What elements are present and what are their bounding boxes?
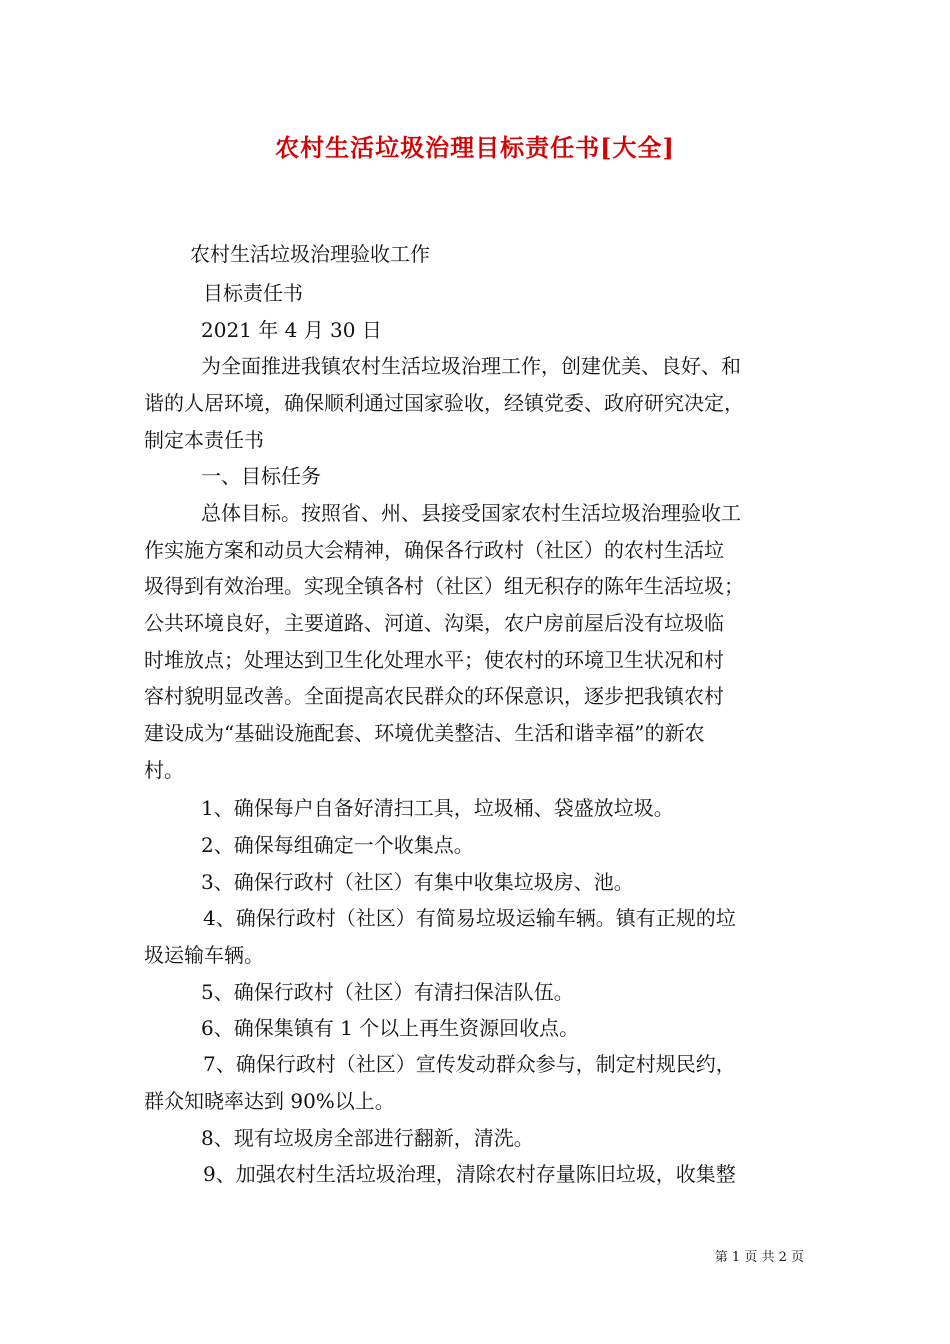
text-line: 作实施方案和动员大会精神，确保各行政村（社区）的农村生活垃 <box>144 538 724 562</box>
text-line: 时堆放点；处理达到卫生化处理水平；使农村的环境卫生状况和村 <box>144 648 724 672</box>
list-item: 9、加强农村生活垃圾治理，清除农村存量陈旧垃圾，收集整 <box>203 1162 736 1186</box>
text-line: 圾得到有效治理。实现全镇各村（社区）组无积存的陈年生活垃圾； <box>144 574 744 598</box>
document-title: 农村生活垃圾治理目标责任书[大全] <box>275 133 675 162</box>
list-item: 7、确保行政村（社区）宣传发动群众参与，制定村规民约， <box>203 1052 736 1076</box>
list-item: 4、确保行政村（社区）有简易垃圾运输车辆。镇有正规的垃 <box>203 906 736 930</box>
text-line: 总体目标。按照省、州、县接受国家农村生活垃圾治理验收工 <box>201 501 741 525</box>
text-line: 目标责任书 <box>203 281 303 305</box>
text-line: 谐的人居环境，确保顺利通过国家验收，经镇党委、政府研究决定， <box>144 391 744 415</box>
text-line: 圾运输车辆。 <box>144 943 264 967</box>
text-line: 容村貌明显改善。全面提高农民群众的环保意识，逐步把我镇农村 <box>144 684 724 708</box>
list-item: 6、确保集镇有 1 个以上再生资源回收点。 <box>201 1016 580 1040</box>
text-line: 农村生活垃圾治理验收工作 <box>190 242 430 266</box>
list-item: 3、确保行政村（社区）有集中收集垃圾房、池。 <box>201 870 634 894</box>
text-line: 为全面推进我镇农村生活垃圾治理工作，创建优美、良好、和 <box>201 354 741 378</box>
text-line: 制定本责任书 <box>144 428 264 452</box>
list-item: 8、现有垃圾房全部进行翻新，清洗。 <box>201 1126 534 1150</box>
section-heading: 一、目标任务 <box>201 464 321 488</box>
text-line: 公共环境良好，主要道路、河道、沟渠，农户房前屋后没有垃圾临 <box>144 611 724 635</box>
text-line: 群众知晓率达到 90%以上。 <box>144 1089 395 1113</box>
list-item: 2、确保每组确定一个收集点。 <box>201 833 474 857</box>
list-item: 5、确保行政村（社区）有清扫保洁队伍。 <box>201 980 574 1004</box>
text-line: 建设成为“基础设施配套、环境优美整洁、生活和谐幸福”的新农 <box>144 721 705 745</box>
list-item: 1、确保每户自备好清扫工具，垃圾桶、袋盛放垃圾。 <box>201 796 674 820</box>
text-line: 村。 <box>144 758 184 782</box>
text-line: 2021 年 4 月 30 日 <box>201 318 382 342</box>
page-number: 第 1 页 共 2 页 <box>714 1250 804 1265</box>
